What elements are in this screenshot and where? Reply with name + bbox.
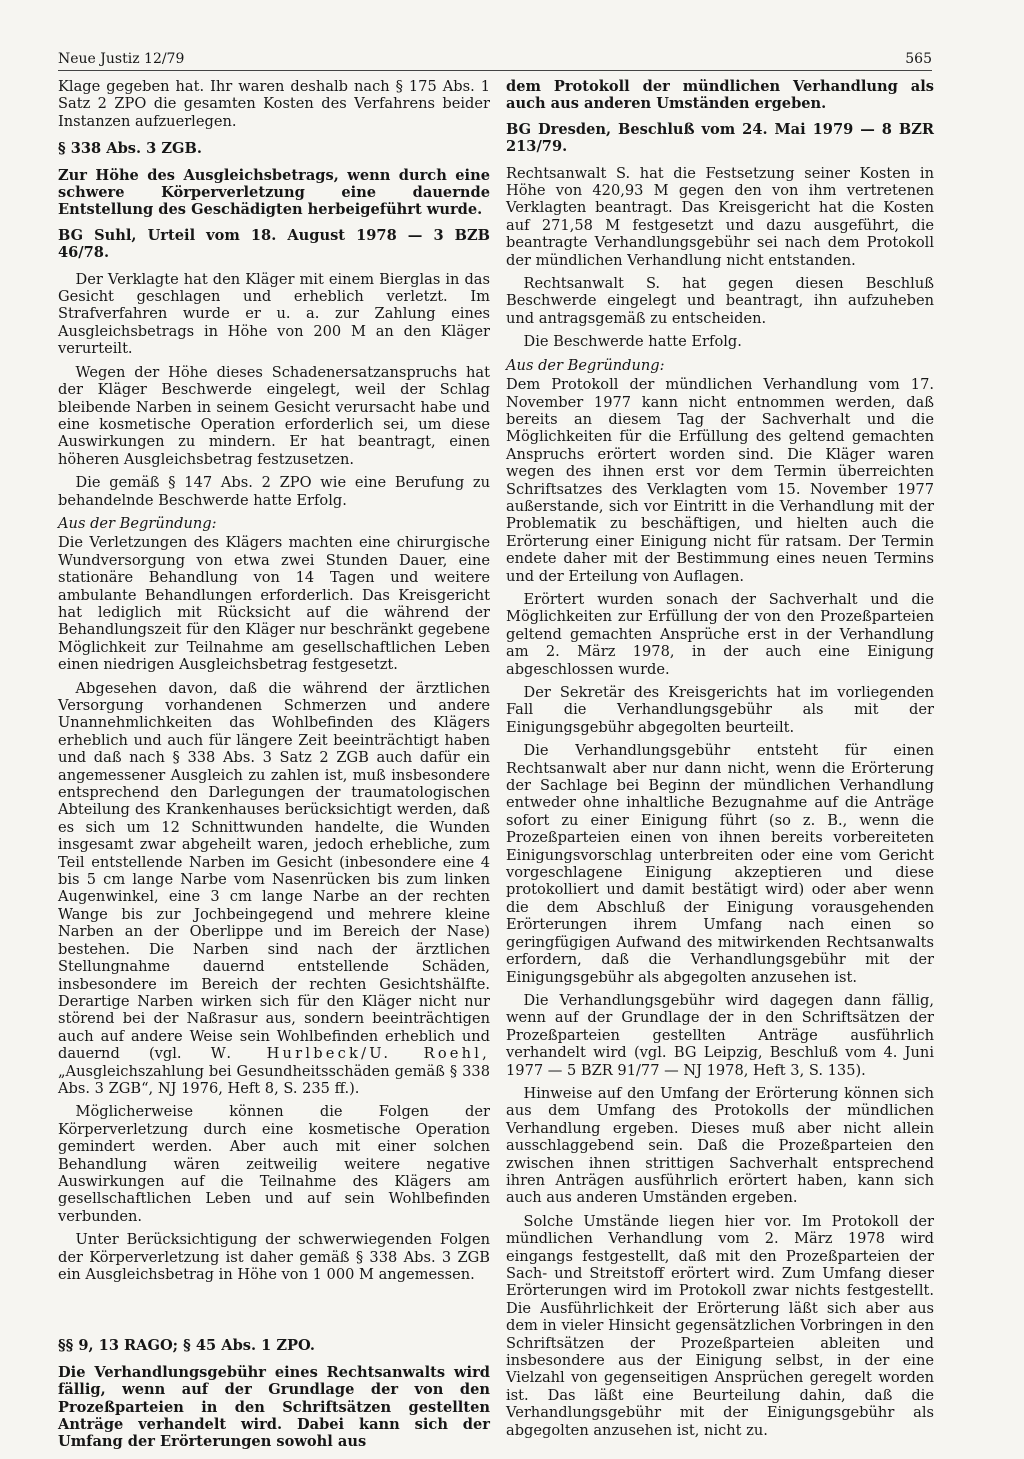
paragraph: Möglicherweise können die Folgen der Körperverletzung durch eine kosmetische Operation gemindert werden. Aber auch mit einer solchen Behandlung wären zeitweilig weitere negative Auswirkungen auf die Teilnahme des Klägers am gesellschaftlichen Leben und auf sein Wohlbefinden verbunden. (58, 1103, 490, 1225)
paragraph: Die Verhandlungsgebühr wird dagegen dann fällig, wenn auf der Grundlage der in den Schriftsätzen der Prozeßparteien gestellten Anträge ausführlich verhandelt wird (vgl. BG Leipzig, Beschluß vom 4. Juni 1977 — 5 BZR 91/77 — NJ 1978, Heft 3, S. 135). (506, 991, 934, 1079)
paragraph: Erörtert wurden sonach der Sachverhalt und die Möglichkeiten zur Erfüllung der von den Prozeßparteien geltend gemachten Ansprüche erst in der Verhandlung am 2. März 1978, in der auch eine Einigung abgeschlossen wurde. (506, 590, 934, 678)
case1-headnote: Zur Höhe des Ausgleichsbetrags, wenn durch eine schwere Körperverletzung eine dauernde Entstellung des Geschädigten herbeigeführt wurde. (58, 166, 490, 219)
case2-headnote: Die Verhandlungsgebühr eines Rechtsanwalts wird fällig, wenn auf der Grundlage der von den Prozeßparteien in den Schriftsätzen gestellten Anträge verhandelt wird. Dabei kann sich der Umfang der Erörterungen sowohl aus (58, 1363, 490, 1451)
paragraph: Rechtsanwalt S. hat gegen diesen Beschluß Beschwerde eingelegt und beantragt, ihn aufzuheben und antragsgemäß zu entscheiden. (506, 275, 934, 327)
page-number: 565 (905, 51, 932, 67)
paragraph: Dem Protokoll der mündlichen Verhandlung vom 17. November 1977 kann nicht entnommen werden, daß bereits an diesem Tag der Sachverhalt und die Möglichkeiten für die Erfüllung des geltend gemachten Anspruchs erörtert worden sind. Die Kläger waren wegen des ihnen erst vor dem Termin überreichten Schriftsatzes des Verklagten vom 15. November 1977 außerstande, sich vor Eintritt in die Verhandlung mit der Problematik zu beschäftigen, und hielten auch die Erörterung einer Einigung nicht für ratsam. Der Termin endete daher mit der Bestimmung eines neuen Termins und der Erteilung von Auflagen. (506, 376, 934, 585)
paragraph: Klage gegeben hat. Ihr waren deshalb nach § 175 Abs. 1 Satz 2 ZPO die gesamten Kosten des Verfahrens beider Instanzen aufzuerlegen. (58, 78, 490, 130)
paragraph: Rechtsanwalt S. hat die Festsetzung seiner Kosten in Höhe von 420,93 M gegen den von ihm vertretenen Verklagten beantragt. Das Kreisgericht hat die Kosten auf 271,58 M festgesetzt und dazu ausgeführt, die beantragte Verhandlungsgebühr sei nach dem Protokoll der mündlichen Verhandlung nicht entstanden. (506, 164, 934, 269)
paragraph: Die Verletzungen des Klägers machten eine chirurgische Wundversorgung von etwa zwei Stunden Dauer, eine stationäre Behandlung von 14 Tagen und weitere ambulante Behandlungen erforderlich. Das Kreisgericht hat lediglich mit Rücksicht auf die während der Behandlungszeit für den Kläger nur beschränkt gegebene Möglichkeit zur Teilnahme am gesellschaftlichen Leben einen niedrigen Ausgleichsbetrag festgesetzt. (58, 534, 490, 674)
paragraph: Unter Berücksichtigung der schwerwiegenden Folgen der Körperverletzung ist daher gemäß § 338 Abs. 3 ZGB ein Ausgleichsbetrag in Höhe von 1 000 M angemessen. (58, 1231, 490, 1283)
paragraph: Die Beschwerde hatte Erfolg. (523, 333, 742, 351)
paragraph: Die Verhandlungsgebühr entsteht für einen Rechtsanwalt aber nur dann nicht, wenn die Erörterung der Sachlage bei Beginn der mündlichen Verhandlung entweder ohne inhaltliche Bezugnahme auf die Anträge sofort zu einer Einigung führt (so z. B., wenn die Prozeßparteien einen von ihnen bereits vorbereiteten Einigungsvorschlag unterbreiten oder eine vom Gericht vorgeschlagene Einigung akzeptieren und diese protokolliert und damit bestätigt wird) oder aber wenn die dem Abschluß der Einigung vorausgehenden Erörterungen ihrem Umfang nach einen so geringfügigen Aufwand des mitwirkenden Rechtsanwalts erfordern, daß die Verhandlungsgebühr mit der Einigungsgebühr als abgegolten anzusehen ist. (506, 742, 934, 986)
paragraph: Solche Umstände liegen hier vor. Im Protokoll der mündlichen Verhandlung vom 2. März 1978 wird eingangs festgestellt, daß mit den Prozeßparteien der Sach- und Streitstoff erörtert wird. Zum Umfang dieser Erörterungen wird im Protokoll zwar nichts festgestellt. Die Ausführlichkeit der Erörterung läßt sich aber aus dem in vieler Hinsicht gegensätzlichen Vorbringen in den Schriftsätzen der Prozeßparteien ableiten und insbesondere aus der Einigung selbst, in der eine Vielzahl von gegenseitigen Ansprüchen geregelt worden ist. Das läßt eine Beurteilung dahin, daß die Verhandlungsgebühr mit der Einigungsgebühr als abgegolten anzusehen ist, nicht zu. (506, 1212, 934, 1439)
paragraph (58, 680, 490, 1098)
case2-headnote-continued: dem Protokoll der mündlichen Verhandlung als auch aus anderen Umständen ergeben. (506, 78, 934, 113)
case1-legal-reference: § 338 Abs. 3 ZGB. (58, 140, 202, 158)
page-header (58, 50, 932, 71)
paragraph: Der Sekretär des Kreisgerichts hat im vorliegenden Fall die Verhandlungsgebühr als mit der Einigungsgebühr abgegolten beurteilt. (506, 684, 934, 736)
journal-issue: Neue Justiz 12/79 (58, 51, 185, 67)
paragraph: Die gemäß § 147 Abs. 2 ZPO wie eine Berufung zu behandelnde Beschwerde hatte Erfolg. (58, 474, 490, 509)
paragraph: Hinweise auf den Umfang der Erörterung können sich aus dem Umfang des Protokolls der mündlichen Verhandlung ergeben. Dieses muß aber nicht allein ausschlaggebend sein. Daß die Prozeßparteien den zwischen ihnen strittigen Sachverhalt entsprechend ihren Anträgen ausführlich erörtert haben, kann sich auch aus anderen Umständen ergeben. (506, 1084, 934, 1207)
section-heading: Aus der Begründung: (506, 356, 665, 374)
case1-court-citation: BG Suhl, Urteil vom 18. August 1978 — 3 BZB 46/78. (58, 226, 490, 262)
paragraph: Der Verklagte hat den Kläger mit einem Bierglas in das Gesicht geschlagen und erheblich verletzt. Im Strafverfahren wurde er u. a. zur Zahlung eines Ausgleichsbetrags in Höhe von 200 M an den Kläger verurteilt. (58, 270, 490, 358)
cited-authors: W. Hurlbeck/U. Roehl, (210, 1045, 491, 1063)
right-column (506, 78, 934, 1445)
paragraph: Wegen der Höhe dieses Schadenersatzanspruchs hat der Kläger Beschwerde eingelegt, weil der Schlag bleibende Narben in seinem Gesicht verursacht habe und eine kosmetische Operation erforderlich sei, um diese Auswirkungen zu mindern. Er hat beantragt, einen höheren Ausgleichsbetrag festzusetzen. (58, 363, 490, 468)
case2-legal-reference: §§ 9, 13 RAGO; § 45 Abs. 1 ZPO. (58, 1337, 315, 1355)
section-heading: Aus der Begründung: (58, 514, 217, 532)
paragraph-text: „Ausgleichszahlung bei Gesundheitsschäden gemäß § 338 Abs. 3 ZGB“, NJ 1976, Heft 8, S. 235 ff.). (58, 1062, 490, 1097)
paragraph-text: Abgesehen davon, daß die während der ärztlichen Versorgung vorhandenen Schmerzen und andere Unannehmlichkeiten das Wohlbefinden des Klägers erheblich und auch für längere Zeit beeinträchtigt haben und daß nach § 338 Abs. 3 Satz 2 ZGB auch dafür ein angemessener Ausgleich zu zahlen ist, muß insbesondere entsprechend den Darlegungen der traumatologischen Abteilung des Krankenhauses berücksichtigt werden, daß es sich um 12 Schnittwunden handelte, die Wunden insgesamt zwar abgeheilt waren, jedoch erhebliche, zum Teil entstellende Narben im Gesicht (inbesondere eine 4 bis 5 cm lange Narbe vom Nasenrücken bis zum linken Augenwinkel, eine 3 cm lange Narbe an der rechten Wange bis zur Jochbeingegend und mehrere kleine Narben an der Oberlippe und im Bereich der Nase) bestehen. Die Narben sind nach der ärztlichen Stellungnahme dauernd entstellende Schäden, insbesondere im Bereich der rechten Gesichtshälfte. Derartige Narben wirken sich für den Kläger nicht nur störend bei der Naßrasur aus, sondern beeinträchtigen auch auf andere Weise sein Wohlbefinden erheblich und dauernd (vgl. (58, 679, 490, 1063)
case2-court-citation: BG Dresden, Beschluß vom 24. Mai 1979 — 8 BZR 213/79. (506, 120, 934, 156)
section-gap (58, 1289, 490, 1327)
left-column (58, 78, 490, 1459)
